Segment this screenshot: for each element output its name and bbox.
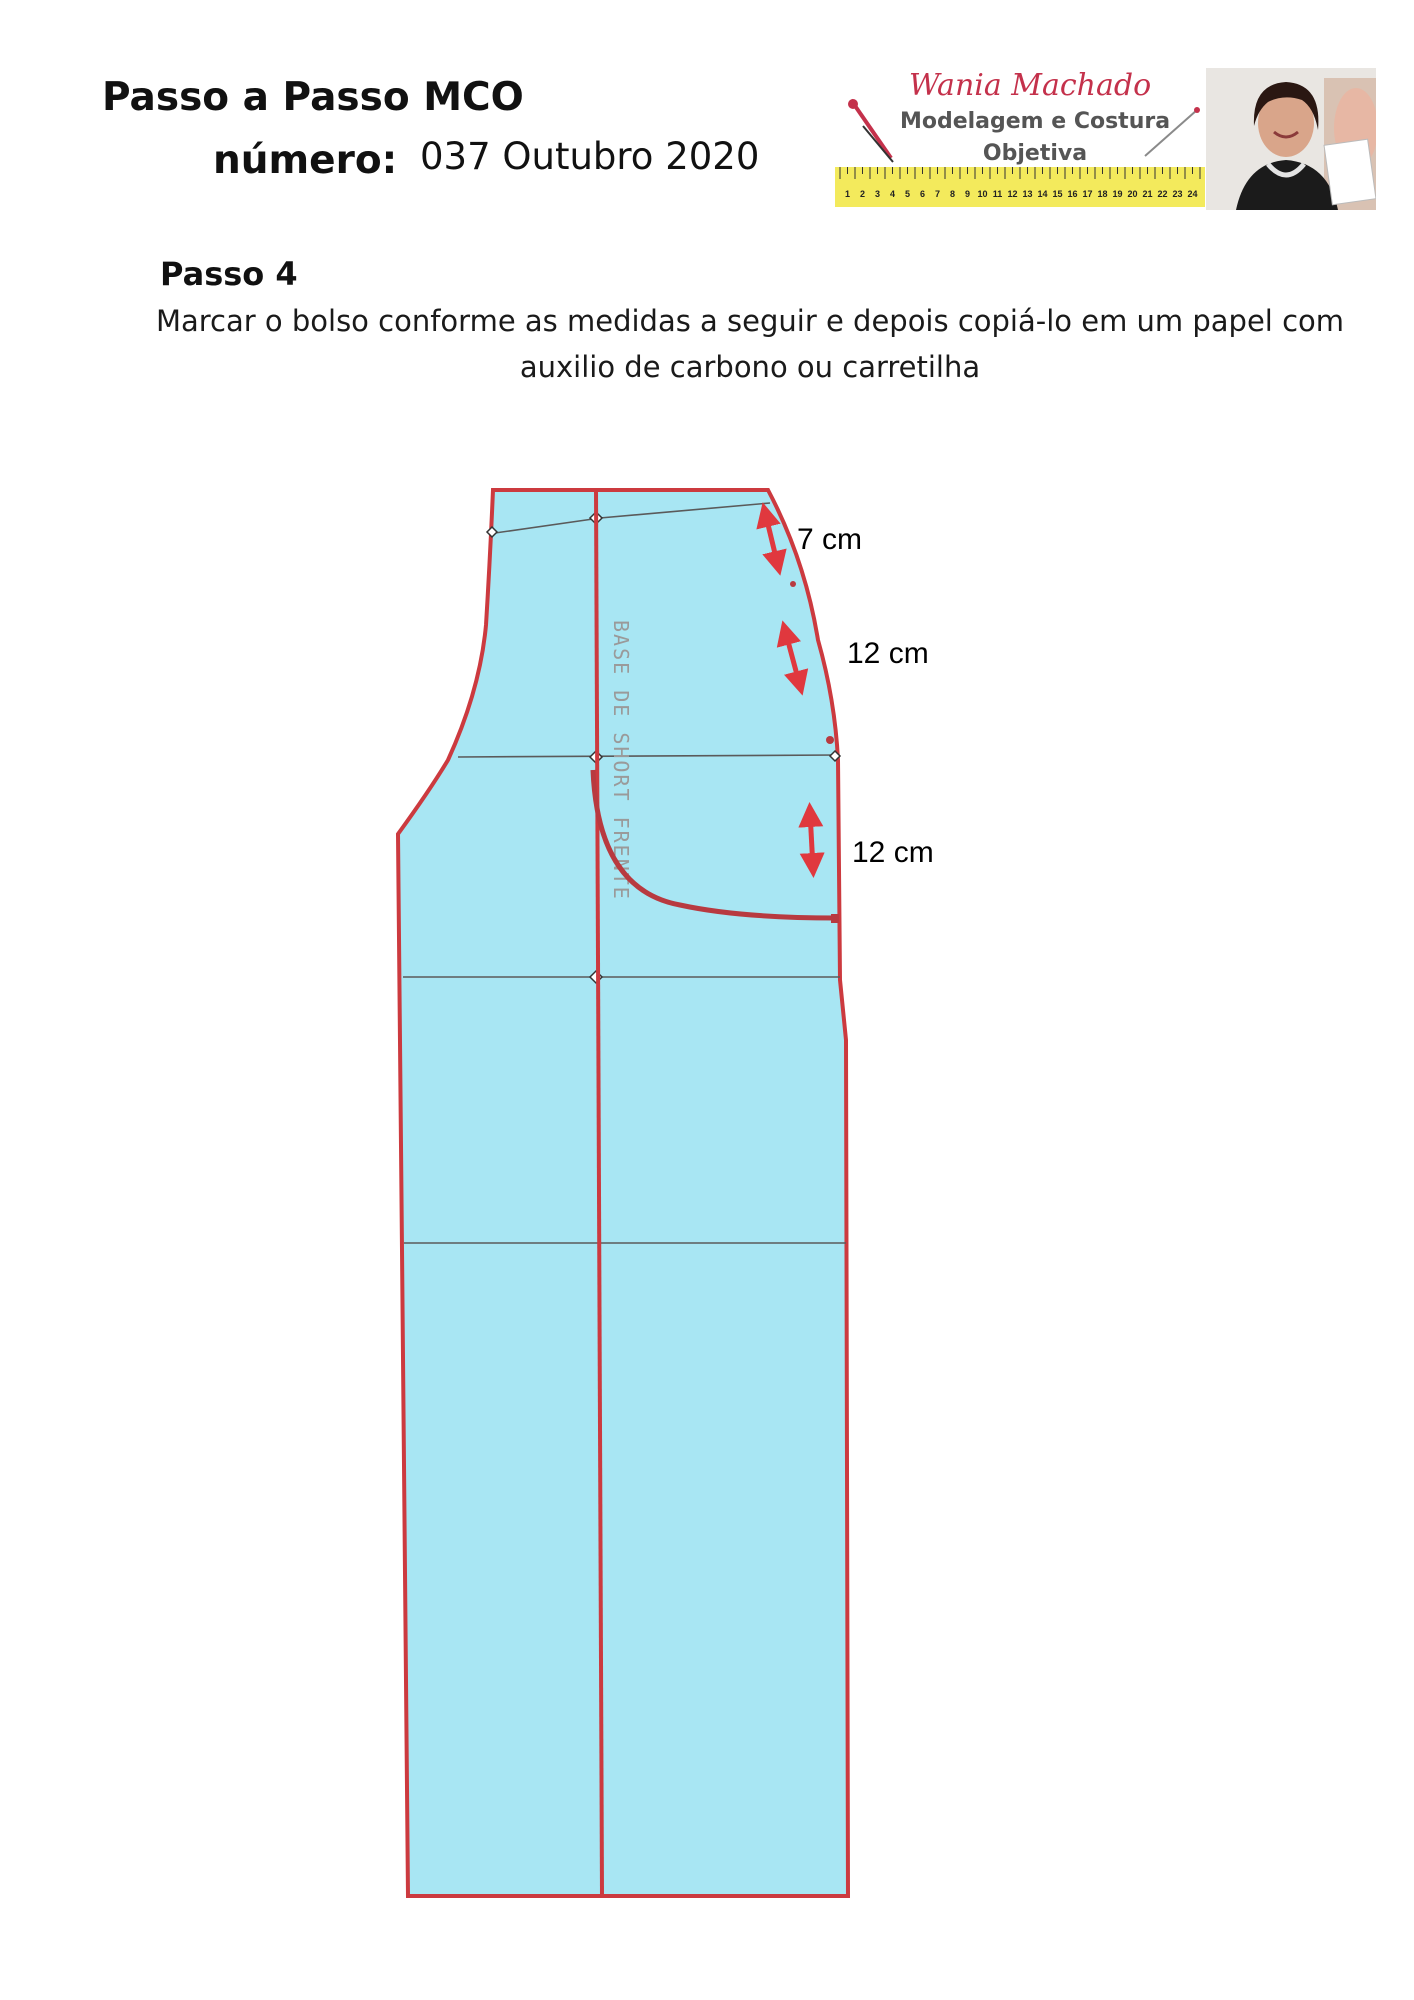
ruler-number: 7 (934, 189, 941, 199)
ruler-number: 4 (889, 189, 896, 199)
logo-script-name: Wania Machado (908, 68, 1152, 103)
ruler-number: 5 (904, 189, 911, 199)
measurement-label: 7 cm (797, 523, 863, 556)
ruler-number: 15 (1052, 189, 1063, 199)
ruler-number: 6 (919, 189, 926, 199)
measurement-label: 12 cm (852, 836, 934, 869)
mark-dot (790, 581, 796, 587)
step-title: Passo 4 (160, 255, 298, 293)
ruler-number: 3 (874, 189, 881, 199)
ruler-number: 17 (1082, 189, 1093, 199)
ruler-number: 1 (844, 189, 851, 199)
piece-label: BASE DE SHORT FRENTE (609, 620, 633, 901)
ruler-number: 19 (1112, 189, 1123, 199)
logo-line-1: Modelagem e Costura (899, 109, 1171, 134)
measure-arrow-3 (810, 812, 813, 868)
ruler-number: 13 (1022, 189, 1033, 199)
ruler-number: 9 (964, 189, 971, 199)
ruler-number: 2 (859, 189, 866, 199)
ruler-number: 20 (1127, 189, 1138, 199)
ruler-number: 21 (1142, 189, 1153, 199)
ruler-number: 23 (1172, 189, 1183, 199)
number-value: 037 Outubro 2020 (420, 135, 760, 178)
mark-dot (826, 736, 834, 744)
ruler-number: 10 (977, 189, 988, 199)
ruler-number: 12 (1007, 189, 1018, 199)
ruler-number: 8 (949, 189, 956, 199)
ruler-number: 24 (1187, 189, 1198, 199)
ruler-number: 22 (1157, 189, 1168, 199)
number-label: número: (213, 138, 398, 183)
pocket-mark (831, 914, 839, 923)
measurement-label: 12 cm (847, 637, 929, 670)
ruler-number: 16 (1067, 189, 1078, 199)
ruler-number: 18 (1097, 189, 1108, 199)
logo-line-2: Objetiva (982, 141, 1088, 166)
ruler-number: 14 (1037, 189, 1048, 199)
ruler-number: 11 (992, 189, 1003, 199)
step-instructions: Marcar o bolso conforme as medidas a seguir e depois copiá-lo em um papel com auxilio de carbono ou carretilha (155, 304, 1345, 384)
document-title: Passo a Passo MCO (102, 75, 524, 120)
